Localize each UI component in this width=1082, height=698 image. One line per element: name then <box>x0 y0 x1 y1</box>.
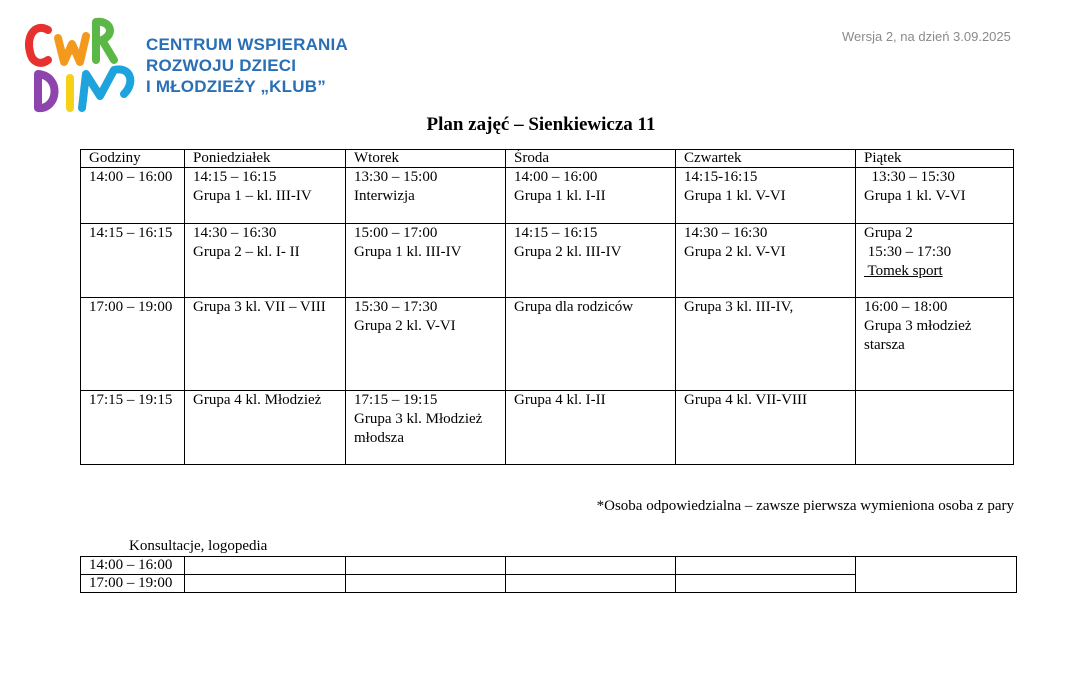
consult-cell <box>676 557 856 575</box>
cell-line: Grupa 3 kl. III-IV, <box>684 299 794 315</box>
org-name-line: CENTRUM WSPIERANIA <box>146 35 348 54</box>
schedule-header-row <box>81 150 1014 168</box>
consultations-label: Konsultacje, logopedia <box>129 538 268 554</box>
hours-cell: 14:00 – 16:00 <box>81 557 185 575</box>
table-row <box>81 168 1014 224</box>
logo <box>24 16 140 120</box>
page-title: Plan zajęć – Sienkiewicza 11 <box>426 114 656 135</box>
hours-cell: 17:15 – 19:15 <box>81 391 185 465</box>
schedule-cell <box>185 224 346 298</box>
cell-line: Grupa 3 kl. VII – VIII <box>193 299 326 315</box>
consultations-table <box>80 556 1017 593</box>
cell-line: Grupa 1 kl. III-IV <box>354 244 462 260</box>
consult-cell <box>346 557 506 575</box>
version-label: Wersja 2, na dzień 3.09.2025 <box>842 29 1011 44</box>
schedule-cell <box>185 298 346 391</box>
cell-line: 15:30 – 17:30 <box>864 244 952 260</box>
consult-cell <box>185 557 346 575</box>
schedule-cell <box>856 391 1014 465</box>
cell-line: Grupa 2 kl. V-VI <box>354 318 456 334</box>
cell-line: Grupa 3 młodzież <box>864 318 972 334</box>
schedule-cell <box>506 168 676 224</box>
header-cell-tuesday: Wtorek <box>346 150 506 168</box>
cell-line: 14:30 – 16:30 <box>684 225 768 241</box>
schedule-cell <box>856 168 1014 224</box>
cell-line: 14:15-16:15 <box>684 169 758 185</box>
consult-cell <box>506 557 676 575</box>
header-cell-hours: Godziny <box>81 150 185 168</box>
cell-line: młodsza <box>354 430 404 446</box>
schedule-cell <box>346 391 506 465</box>
schedule-cell <box>506 298 676 391</box>
hours-cell: 14:00 – 16:00 <box>81 168 185 224</box>
consult-cell <box>676 575 856 593</box>
cell-line: Grupa 1 kl. V-VI <box>864 188 966 204</box>
cell-line: Grupa 1 – kl. III-IV <box>193 188 312 204</box>
cell-line: Grupa 1 kl. I-II <box>514 188 606 204</box>
schedule-cell <box>185 391 346 465</box>
organization-name <box>146 34 348 97</box>
consult-cell <box>506 575 676 593</box>
schedule-cell <box>185 168 346 224</box>
cell-line: Grupa 4 kl. VII-VIII <box>684 392 808 408</box>
cell-line: starsza <box>864 337 905 353</box>
schedule-cell <box>676 298 856 391</box>
cell-line: Grupa 2 <box>864 225 913 241</box>
schedule-cell <box>346 224 506 298</box>
hours-cell: 17:00 – 19:00 <box>81 575 185 593</box>
header-cell-friday: Piątek <box>856 150 1014 168</box>
schedule-cell <box>856 224 1014 298</box>
cell-line: 13:30 – 15:00 <box>354 169 438 185</box>
table-row <box>81 298 1014 391</box>
cell-line: Grupa 2 kl. V-VI <box>684 244 786 260</box>
header-cell-wednesday: Środa <box>506 150 676 168</box>
schedule-cell <box>506 391 676 465</box>
schedule-cell <box>346 298 506 391</box>
cell-line: Grupa 4 kl. I-II <box>514 392 606 408</box>
header-cell-thursday: Czwartek <box>676 150 856 168</box>
cell-line: Grupa 2 – kl. I- II <box>193 244 300 260</box>
cell-line: Grupa 2 kl. III-IV <box>514 244 622 260</box>
consult-cell <box>346 575 506 593</box>
cell-line: 14:15 – 16:15 <box>514 225 598 241</box>
cell-line: Interwizja <box>354 188 415 204</box>
schedule-table <box>80 149 1014 465</box>
cell-line: Tomek sport <box>864 263 943 279</box>
cell-line: 15:00 – 17:00 <box>354 225 438 241</box>
cell-line: 15:30 – 17:30 <box>354 299 438 315</box>
org-name-line: I MŁODZIEŻY „KLUB” <box>146 77 326 96</box>
org-name-line: ROZWOJU DZIECI <box>146 56 297 75</box>
cell-line: Grupa dla rodziców <box>514 299 634 315</box>
cell-line: Grupa 3 kl. Młodzież <box>354 411 483 427</box>
cell-line: 14:15 – 16:15 <box>193 169 277 185</box>
schedule-cell <box>856 298 1014 391</box>
cell-line: 16:00 – 18:00 <box>864 299 948 315</box>
hours-cell: 14:15 – 16:15 <box>81 224 185 298</box>
cell-line: 14:30 – 16:30 <box>193 225 277 241</box>
consult-cell <box>856 557 1017 593</box>
cell-line: 14:00 – 16:00 <box>514 169 598 185</box>
table-row <box>81 391 1014 465</box>
schedule-cell <box>506 224 676 298</box>
schedule-cell <box>676 168 856 224</box>
cell-line: 17:15 – 19:15 <box>354 392 438 408</box>
consult-cell <box>185 575 346 593</box>
hours-cell: 17:00 – 19:00 <box>81 298 185 391</box>
schedule-cell <box>346 168 506 224</box>
schedule-cell <box>676 224 856 298</box>
cell-line: Grupa 1 kl. V-VI <box>684 188 786 204</box>
table-row <box>81 557 1017 575</box>
table-row <box>81 224 1014 298</box>
cell-line: 13:30 – 15:30 <box>864 169 955 185</box>
cell-line: Grupa 4 kl. Młodzież <box>193 392 322 408</box>
schedule-cell <box>676 391 856 465</box>
header-cell-monday: Poniedziałek <box>185 150 346 168</box>
responsibility-note: *Osoba odpowiedzialna – zawsze pierwsza wymieniona osoba z pary <box>596 498 1014 514</box>
